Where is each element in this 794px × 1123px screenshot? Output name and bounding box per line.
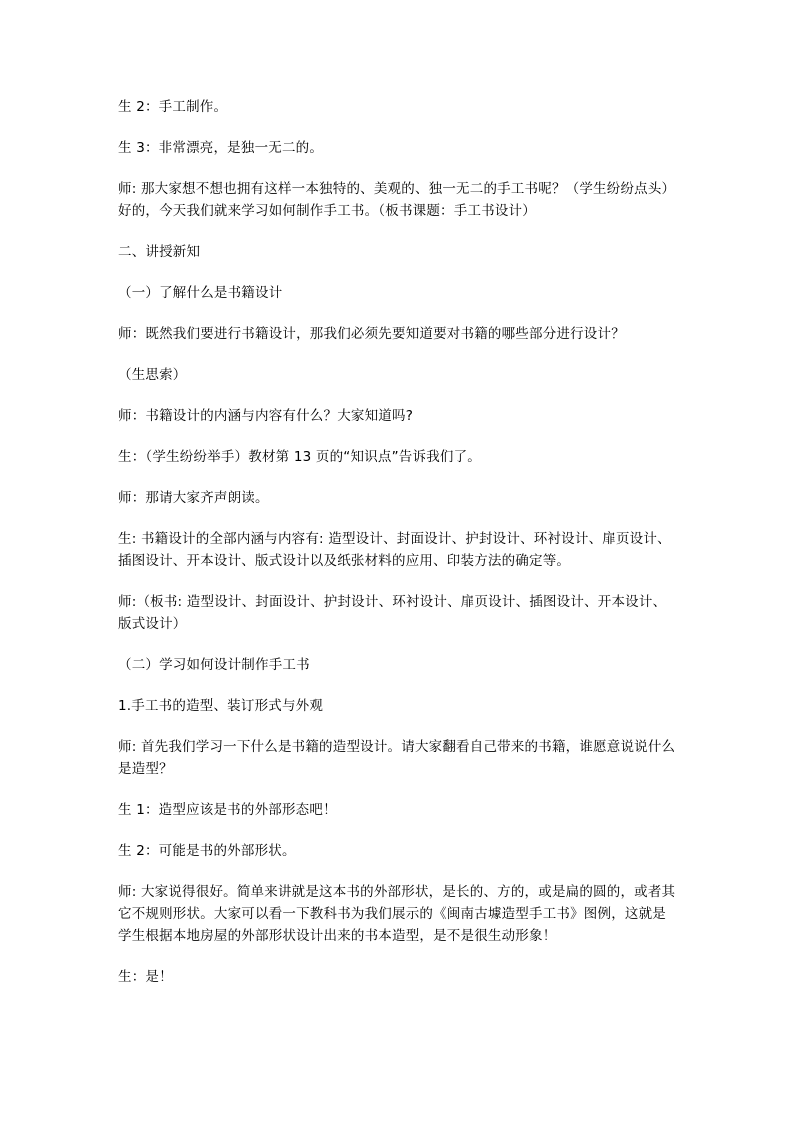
heading-new-knowledge: 二、讲授新知 bbox=[118, 244, 201, 260]
paragraph-teacher-blackboard: 师:（板书: 造型设计、封面设计、护封设计、环衬设计、扉页设计、插图设计、开本设计、版式设计） bbox=[118, 594, 667, 632]
paragraph-teacher-intro: 师: 那大家想不想也拥有这样一本独特的、美观的、独一无二的手工书呢？（学生纷纷点头）好的，今天我们就来学习如何制作手工书。（板书课题：手工书设计） bbox=[118, 181, 676, 219]
paragraph-teacher-content-question: 师：书籍设计的内涵与内容有什么？大家知道吗? bbox=[118, 408, 414, 424]
paragraph-student-textbook: 生：（学生纷纷举手）教材第 13 页的“知识点”告诉我们了。 bbox=[118, 449, 481, 465]
paragraph-student-thinking: （生思索） bbox=[118, 367, 187, 383]
paragraph-teacher-explain-shape: 师: 大家说得很好。简单来讲就是这本书的外部形状，是长的、方的，或是扁的圆的，或者其它不规则形状。大家可以看一下教科书为我们展示的《闽南古壉造型手工书》图例，这就是学生根据本地房屋的外部形状设计出来的书本造型，是不是很生动形象！ bbox=[118, 884, 676, 944]
document-body bbox=[118, 96, 678, 1007]
heading-book-design: （一）了解什么是书籍设计 bbox=[118, 285, 283, 301]
paragraph-teacher-shape-design: 师: 首先我们学习一下什么是书籍的造型设计。请大家翻看自己带来的书籍，谁愿意说说什么是造型？ bbox=[118, 739, 676, 777]
paragraph-student-yes: 生：是！ bbox=[118, 969, 173, 985]
paragraph-student1-shape: 生 1：造型应该是书的外部形态吧！ bbox=[118, 802, 337, 818]
paragraph-student-design-content: 生: 书籍设计的全部内涵与内容有: 造型设计、封面设计、护封设计、环衬设计、扉页设计、插图设计、开本设计、版式设计以及纸张材料的应用、印装方法的确定等。 bbox=[118, 531, 671, 569]
heading-learn-handmade: （二）学习如何设计制作手工书 bbox=[118, 657, 310, 673]
paragraph-teacher-read-aloud: 师：那请大家齐声朗读。 bbox=[118, 490, 269, 506]
paragraph-student2-shape: 生 2：可能是书的外部形状。 bbox=[118, 843, 296, 859]
heading-shape-binding: 1.手工书的造型、装订形式与外观 bbox=[118, 698, 324, 714]
paragraph-teacher-question: 师：既然我们要进行书籍设计，那我们必须先要知道要对书籍的哪些部分进行设计？ bbox=[118, 326, 625, 342]
paragraph-student3-unique: 生 3：非常漂亮，是独一无二的。 bbox=[118, 140, 324, 156]
paragraph-student2-handmade: 生 2：手工制作。 bbox=[118, 99, 228, 115]
